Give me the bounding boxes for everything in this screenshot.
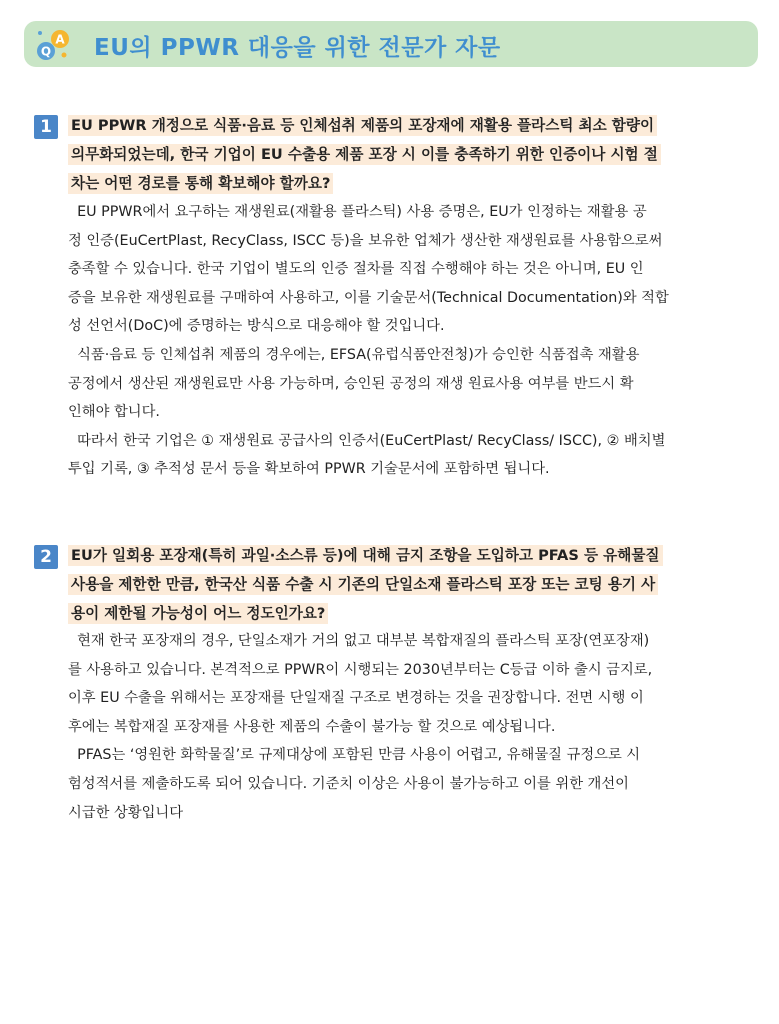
page-title: EU의 PPWR 대응을 위한 전문가 자문: [94, 35, 501, 61]
question-line: 용이 제한될 가능성이 어느 정도인가요?: [68, 599, 736, 628]
answer-line: 증을 보유한 재생원료를 구매하여 사용하고, 이를 기술문서(Technical Documentation)와 적합: [68, 289, 669, 306]
answer-line: 정 인증(EuCertPlast, RecyClass, ISCC 등)을 보유한 업체가 생산한 재생원료를 사용함으로써: [68, 232, 663, 249]
question-1: [68, 111, 736, 198]
answer-2: [68, 627, 738, 827]
answer-line: EU PPWR에서 요구하는 재생원료(재활용 플라스틱) 사용 증명은, EU가 인정하는 재활용 공: [68, 204, 647, 220]
question-2: [68, 541, 736, 628]
answer-line: 를 사용하고 있습니다. 본격적으로 PPWR이 시행되는 2030년부터는 C등급 이하 출시 금지로,: [68, 661, 653, 678]
qa-icon-letter-a: A: [55, 32, 65, 47]
answer-line: 성 선언서(DoC)에 증명하는 방식으로 대응해야 할 것입니다.: [68, 318, 445, 335]
question-line: EU PPWR 개정으로 식품·음료 등 인체섭취 제품의 포장재에 재활용 플라스틱 최소 함량이: [68, 111, 736, 140]
answer-line: 후에는 복합재질 포장재를 사용한 제품의 수출이 불가능 할 것으로 예상됩니다.: [68, 718, 556, 735]
answer-line: 공정에서 생산된 재생원료만 사용 가능하며, 승인된 공정의 재생 원료사용 여부를 반드시 확: [68, 375, 634, 392]
answer-line: 이후 EU 수출을 위해서는 포장재를 단일재질 구조로 변경하는 것을 권장합니다. 전면 시행 이: [68, 690, 644, 707]
question-line: 사용을 제한한 만큼, 한국산 식품 수출 시 기존의 단일소재 플라스틱 포장 또는 코팅 용기 사: [68, 570, 736, 599]
answer-line: 충족할 수 있습니다. 한국 기업이 별도의 인증 절차를 직접 수행해야 하는 것은 아니며, EU 인: [68, 261, 644, 278]
question-number-badge: 1: [34, 115, 58, 139]
page-header: [24, 21, 758, 67]
question-number-badge: 2: [34, 545, 58, 569]
question-line: EU가 일회용 포장재(특히 과일·소스류 등)에 대해 금지 조항을 도입하고 PFAS 등 유해물질: [68, 541, 736, 570]
qa-icon: [34, 27, 70, 63]
answer-line: 인해야 합니다.: [68, 404, 160, 421]
qa-icon-letter-q: Q: [40, 44, 52, 59]
answer-line: 투입 기록, ③ 추적성 문서 등을 확보하여 PPWR 기술문서에 포함하면 됩니다.: [68, 461, 550, 478]
question-line: 의무화되었는데, 한국 기업이 EU 수출용 제품 포장 시 이를 충족하기 위한 인증이나 시험 절: [68, 140, 736, 169]
answer-line: 현재 한국 포장재의 경우, 단일소재가 거의 없고 대부분 복합재질의 플라스틱 포장(연포장재): [68, 633, 650, 649]
answer-line: 식품·음료 등 인체섭취 제품의 경우에는, EFSA(유럽식품안전청)가 승인한 식품접촉 재활용: [68, 346, 640, 363]
question-line: 차는 어떤 경로를 통해 확보해야 할까요?: [68, 169, 736, 198]
answer-line: PFAS는 ‘영원한 화학물질’로 규제대상에 포함된 만큼 사용이 어렵고, 유해물질 규정으로 시: [68, 747, 641, 764]
answer-line: 험성적서를 제출하도록 되어 있습니다. 기준치 이상은 사용이 불가능하고 이를 위한 개선이: [68, 775, 629, 792]
answer-line: 따라서 한국 기업은 ① 재생원료 공급사의 인증서(EuCertPlast/ RecyClass/ ISCC), ② 배치별: [68, 432, 666, 449]
answer-line: 시급한 상황입니다: [68, 804, 184, 821]
answer-1: [68, 198, 738, 484]
